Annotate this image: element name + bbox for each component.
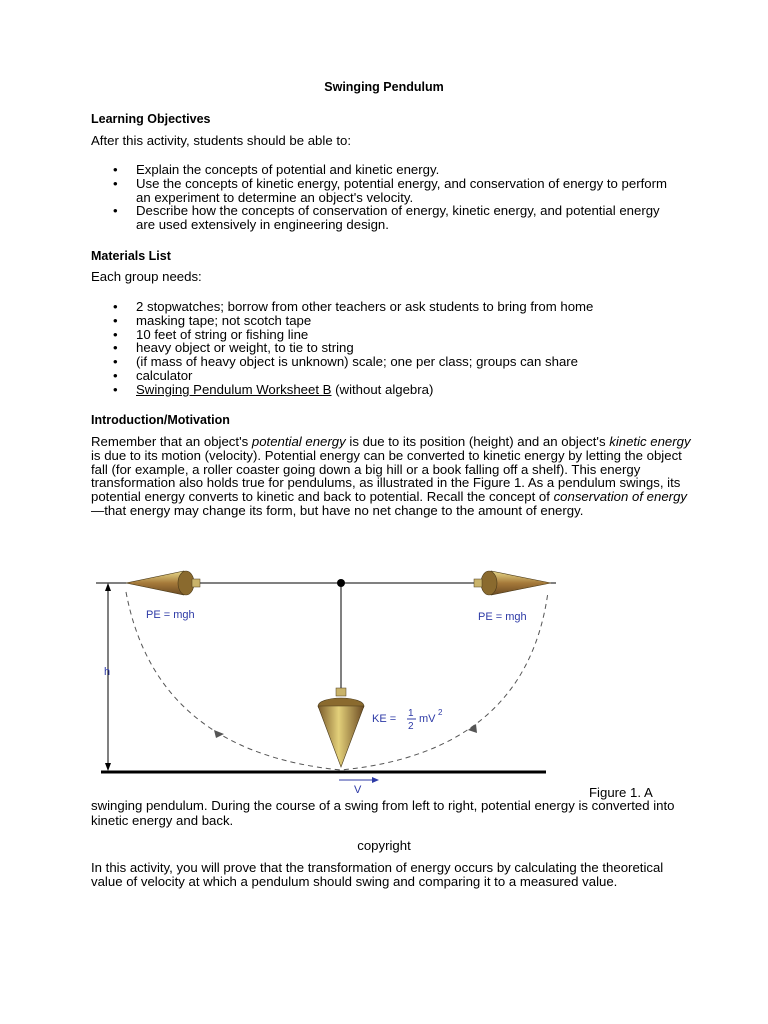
introduction-paragraph: Remember that an object's potential energy is due to its position (height) and an object's kinetic energy is due to its motion (velocity). Potential energy can be converted to kinetic energy by letting the object fall (for example, a roller coaster going down a big hill or a book falling off a shelf). This energy transformation also holds true for pendulums, as illustrated in the Figure 1. As a pendulum swings, its potential energy converts to kinetic and back to potential. Recall the concept of conservation of energy—that energy may change its form, but have no net change to the amount of energy. — [91, 434, 691, 518]
bottom-bob — [318, 688, 364, 767]
svg-text:1: 1 — [408, 708, 414, 719]
svg-text:KE =: KE = — [372, 713, 397, 725]
document-title: Swinging Pendulum — [324, 80, 444, 94]
worksheet-link[interactable]: Swinging Pendulum Worksheet B — [136, 381, 332, 397]
list-item: • masking tape; not scotch tape — [91, 314, 671, 328]
learning-objectives-intro: After this activity, students should be able to: — [91, 133, 351, 148]
velocity-label: V — [354, 784, 362, 796]
pe-left-label: PE = mgh — [146, 609, 195, 621]
list-item: • 2 stopwatches; borrow from other teachers or ask students to bring from home — [91, 300, 671, 314]
list-item: • heavy object or weight, to tie to string — [91, 341, 671, 355]
pe-right-label: PE = mgh — [478, 611, 527, 623]
right-bob — [474, 571, 551, 595]
list-item: • (if mass of heavy object is unknown) scale; one per class; groups can share — [91, 355, 671, 369]
learning-objectives-heading: Learning Objectives — [91, 112, 211, 126]
ke-label — [372, 708, 443, 732]
list-item: • 10 feet of string or fishing line — [91, 328, 671, 342]
left-bob — [126, 571, 200, 595]
list-item: • Describe how the concepts of conservation of energy, kinetic energy, and potential energy are used extensively in engineering design. — [91, 204, 671, 232]
figure-caption: swinging pendulum. During the course of a swing from left to right, potential energy is converted into kinetic energy and back. — [91, 798, 675, 828]
worksheet-suffix: (without algebra) — [331, 381, 434, 397]
figure-caption-start: Figure 1. A — [589, 785, 653, 800]
materials-list — [91, 300, 671, 397]
learning-objectives-list — [91, 163, 671, 232]
list-item — [91, 383, 671, 397]
materials-intro: Each group needs: — [91, 269, 202, 284]
introduction-heading: Introduction/Motivation — [91, 413, 230, 427]
height-label: h — [104, 666, 111, 678]
list-item: • Use the concepts of kinetic energy, potential energy, and conservation of energy to perform an experiment to determine an object's velocity. — [91, 177, 671, 205]
svg-text:2: 2 — [438, 708, 443, 717]
copyright-notice: copyright — [357, 838, 411, 853]
closing-paragraph: In this activity, you will prove that the transformation of energy occurs by calculating the theoretical value of velocity at which a pendulum should swing and comparing it to a measured value. — [91, 860, 664, 889]
list-item: • calculator — [91, 369, 671, 383]
materials-heading: Materials List — [91, 249, 171, 263]
svg-text:2: 2 — [408, 721, 414, 732]
svg-text:mV: mV — [419, 713, 436, 725]
list-item: • Explain the concepts of potential and kinetic energy. — [91, 163, 671, 177]
pendulum-figure — [96, 562, 566, 796]
